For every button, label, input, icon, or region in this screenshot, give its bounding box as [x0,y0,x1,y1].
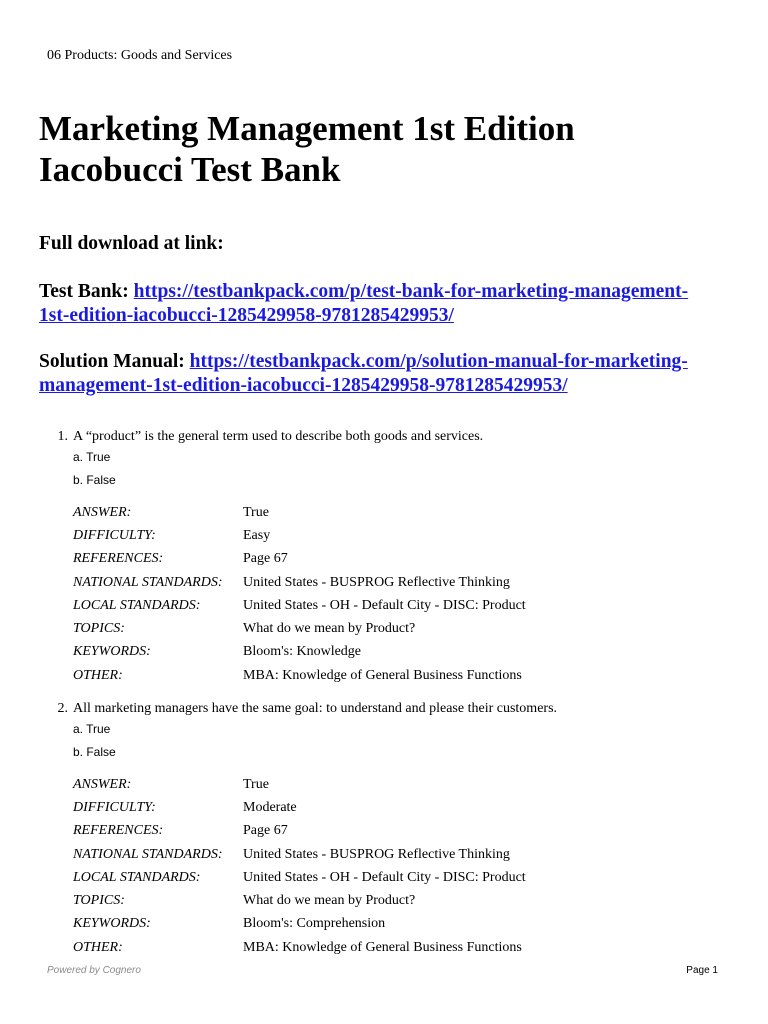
meta-key: TOPICS: [73,893,125,909]
meta-value: United States - OH - Default City - DISC: Product [243,869,526,885]
meta-key: OTHER: [73,667,123,683]
page-number: Page 1 [686,965,718,976]
meta-value: True [243,776,269,792]
option-true: a. True [73,450,111,464]
meta-row-topics [73,617,737,640]
meta-row-other [73,936,737,959]
meta-key: ANSWER: [73,504,132,520]
meta-value: What do we mean by Product? [243,893,416,909]
option-false: b. False [73,745,116,759]
meta-value: True [243,504,269,520]
question-stem [47,700,737,718]
test-bank-link-line-2[interactable]: 1st-edition-iacobucci-1285429958-9781285429953/ [39,305,454,326]
meta-value: MBA: Knowledge of General Business Functions [243,939,522,955]
answer-options [73,446,737,492]
meta-row-answer [73,773,737,796]
meta-value: Bloom's: Knowledge [243,644,362,660]
meta-row-references [73,820,737,843]
question-number: 1. [57,429,68,444]
question-2 [47,700,737,959]
meta-row-topics [73,889,737,912]
question-1 [47,428,737,687]
meta-row-answer [73,501,737,524]
meta-value: What do we mean by Product? [243,621,416,637]
meta-value: Page 67 [243,551,288,567]
meta-value: Easy [243,527,271,543]
meta-row-local-standards [73,594,737,617]
answer-options [73,718,737,764]
solution-manual-block [39,350,739,398]
solution-manual-link-line-2[interactable]: management-1st-edition-iacobucci-1285429958-9781285429953/ [39,375,568,396]
meta-key: LOCAL STANDARDS: [73,869,201,885]
meta-row-national-standards [73,571,737,594]
meta-value: Bloom's: Comprehension [243,916,386,932]
question-stem [47,428,737,446]
meta-row-keywords [73,913,737,936]
title-line-1: Marketing Management 1st Edition [39,109,575,148]
test-bank-label: Test Bank: [39,281,129,302]
meta-key: KEYWORDS: [73,644,151,660]
meta-row-local-standards [73,866,737,889]
meta-key: NATIONAL STANDARDS: [73,574,223,590]
option-false: b. False [73,473,116,487]
title-line-2: Iacobucci Test Bank [39,150,341,189]
meta-row-difficulty [73,524,737,547]
solution-manual-label: Solution Manual: [39,351,185,372]
meta-value: Page 67 [243,823,288,839]
meta-key: DIFFICULTY: [73,799,156,815]
question-text: A “product” is the general term used to describe both goods and services. [73,429,484,444]
meta-key: DIFFICULTY: [73,527,156,543]
question-text: All marketing managers have the same goal: to understand and please their customers. [73,701,558,716]
meta-row-keywords [73,641,737,664]
page-title [39,108,729,190]
running-header: 06 Products: Goods and Services [47,48,233,63]
meta-key: LOCAL STANDARDS: [73,597,201,613]
meta-value: Moderate [243,799,297,815]
meta-row-difficulty [73,796,737,819]
powered-by-footer: Powered by Cognero [47,965,141,976]
question-number: 2. [57,701,68,716]
meta-value: MBA: Knowledge of General Business Functions [243,667,522,683]
meta-key: REFERENCES: [73,823,164,839]
meta-value: United States - BUSPROG Reflective Thinking [243,574,510,590]
test-bank-block [39,280,739,328]
solution-manual-link-line-1[interactable]: https://testbankpack.com/p/solution-manual-for-marketing- [189,351,688,372]
meta-key: TOPICS: [73,621,125,637]
meta-row-other [73,664,737,687]
meta-value: United States - OH - Default City - DISC: Product [243,597,526,613]
test-bank-link-line-1[interactable]: https://testbankpack.com/p/test-bank-for-marketing-management- [133,281,689,302]
meta-key: ANSWER: [73,776,132,792]
meta-key: OTHER: [73,939,123,955]
meta-row-references [73,548,737,571]
question-metadata [73,501,737,687]
option-true: a. True [73,722,111,736]
meta-key: KEYWORDS: [73,916,151,932]
meta-value: United States - BUSPROG Reflective Thinking [243,846,510,862]
meta-key: REFERENCES: [73,551,164,567]
question-metadata [73,773,737,959]
meta-key: NATIONAL STANDARDS: [73,846,223,862]
meta-row-national-standards [73,843,737,866]
download-heading: Full download at link: [39,233,224,254]
